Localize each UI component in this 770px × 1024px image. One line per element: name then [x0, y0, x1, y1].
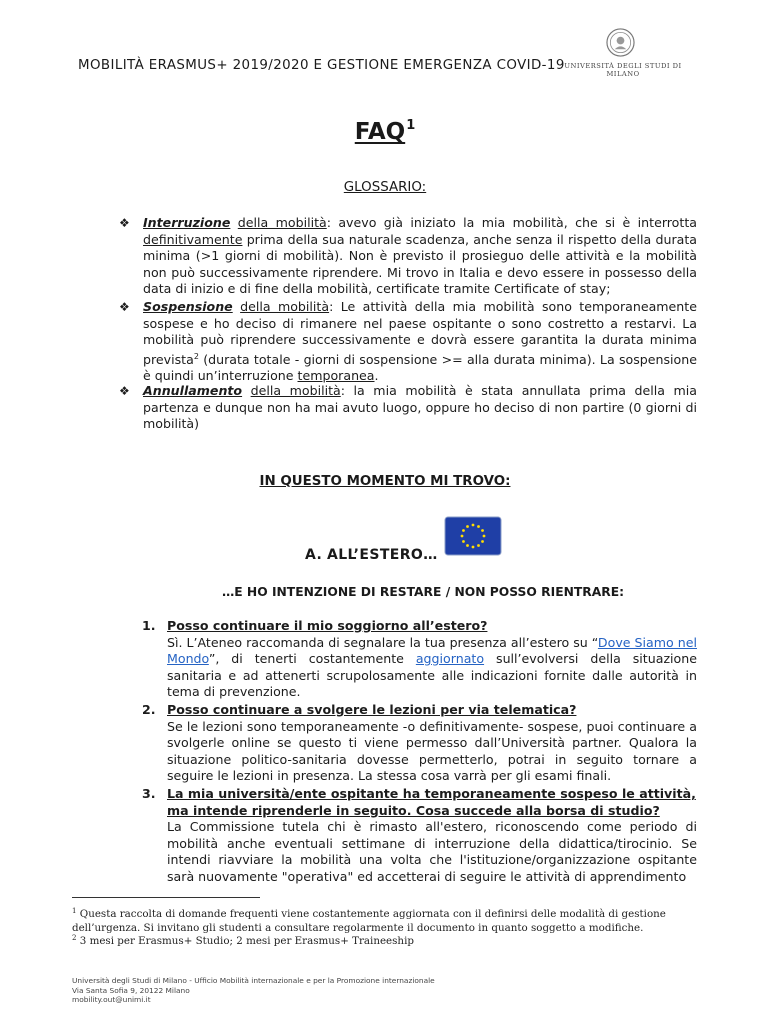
glossary-item	[119, 215, 697, 298]
eu-star-icon	[466, 525, 469, 528]
glossary-text: (durata totale - giorni di sospensione >= alla durata minima). La sospensione è quindi un’interruzione	[143, 351, 697, 383]
answer-text: ”, di tenerti costantemente	[208, 651, 416, 666]
footnote-text: Questa raccolta di domande frequenti viene costantemente aggiornata con il definirsi delle modalità di gestione	[79, 908, 666, 920]
eu-star-icon	[462, 540, 465, 543]
glossary-term-rest: della mobilità	[237, 215, 327, 230]
faq-question	[142, 786, 697, 885]
question-number: 1.	[142, 618, 156, 633]
footnote-ref: 2	[193, 351, 199, 361]
footnote	[72, 905, 666, 935]
glossary-emphasis: temporanea	[297, 368, 375, 383]
glossary-text: : la mia mobilità è stata annullata prima della mia partenza e dunque non ha mai avuto luogo, oppure ho deciso di non partire (0 giorni di mobilità)	[143, 383, 697, 431]
footnote-text: 3 mesi per Erasmus+ Studio; 2 mesi per Erasmus+ Traineeship	[79, 935, 414, 947]
eu-star-icon	[462, 529, 465, 532]
glossary-text: prima della sua naturale scadenza, anche senza il rispetto della durata minima (>1 giorni di mobilità). Non è previsto il prosieguo delle attività e la mobilità non può successivamente riprendere. Mi trovo in Italia e devo essere in possesso della data di inizio e di fine della mobilità, certificate tramite Certificate of stay;	[143, 231, 697, 296]
footnote	[72, 932, 414, 949]
glossary-text: : avevo già iniziato la mia mobilità, che si è interrotta	[326, 215, 697, 230]
footnote-number: 2	[72, 934, 77, 942]
footer-line: Via Santa Sofia 9, 20122 Milano	[72, 985, 190, 995]
answer-text: sull’evolversi della situazione sanitaria e ad attenerti scrupolosamente alle indicazioni fornite dalle autorità in tema di prevenzione.	[167, 651, 697, 699]
diamond-bullet-icon: ❖	[119, 216, 130, 230]
question-number: 2.	[142, 702, 156, 717]
footer-line: Università degli Studi di Milano - Ufficio Mobilità internazionale e per la Promozione internazionale	[72, 976, 435, 985]
sub-heading-text: …E HO INTENZIONE DI RESTARE / NON POSSO RIENTRARE:	[221, 585, 625, 599]
eu-star-icon	[483, 535, 486, 538]
document-header-title: MOBILITÀ ERASMUS+ 2019/2020 E GESTIONE EMERGENZA COVID-19	[78, 58, 565, 73]
glossary-term-rest: della mobilità	[240, 299, 330, 314]
eu-star-icon	[477, 525, 480, 528]
glossary-term-rest: della mobilità	[250, 383, 341, 398]
eu-star-icon	[472, 546, 475, 549]
glossary-text: : Le attività della mia mobilità sono temporaneamente sospese e ho deciso di rimanere nel paese ospitante o sono costretto a restarvi. La mobilità può riprendere successivamente e dovrà essere garantita la durata minima prevista	[143, 299, 697, 367]
faq-question	[142, 702, 697, 785]
question-number: 3.	[142, 786, 156, 801]
case-a-label: A.	[305, 547, 323, 563]
question-title: Posso continuare il mio soggiorno all’estero?	[167, 618, 488, 633]
case-a-heading	[305, 547, 438, 563]
eu-star-icon	[477, 544, 480, 547]
university-logo-text: UNIVERSITÀ DEGLI STUDI DI MILANO	[564, 62, 682, 78]
glossary-heading: GLOSSARIO:	[343, 180, 427, 195]
question-answer: Se le lezioni sono temporaneamente -o definitivamente- sospese, puoi continuare a svolgerle online se questo ti viene permesso dall’Università partner. Qualora la situazione politico-sanitaria dovesse permetterlo, potrai in seguito tornare a seguire le lezioni in presenza. La stessa cosa varrà per gli esami finali.	[167, 718, 697, 783]
footnote-number: 1	[72, 907, 77, 915]
eu-star-icon	[461, 535, 464, 538]
aggiornato-link[interactable]: aggiornato	[415, 651, 485, 666]
footnote-divider	[72, 897, 260, 898]
case-a-title: ALL’ESTERO…	[327, 547, 438, 563]
faq-footnote-ref: 1	[406, 118, 416, 133]
faq-title-text: FAQ	[354, 119, 406, 145]
glossary-text: .	[374, 368, 379, 383]
sub-heading	[0, 585, 770, 599]
answer-text: Sì. L’Ateneo raccomanda di segnalare la tua presenza all’estero su “	[167, 634, 598, 650]
diamond-bullet-icon: ❖	[119, 384, 130, 398]
diamond-bullet-icon: ❖	[119, 300, 130, 314]
dove-siamo-nel-mondo-link[interactable]: Dove Siamo nel Mondo	[167, 634, 697, 666]
faq-question	[142, 618, 697, 701]
faq-title	[0, 118, 770, 145]
question-title: Posso continuare a svolgere le lezioni per via telematica?	[167, 702, 577, 717]
glossary-item	[119, 299, 697, 385]
eu-star-icon	[481, 529, 484, 532]
page-footer	[72, 976, 435, 1005]
glossary-item	[119, 383, 697, 433]
eu-star-icon	[472, 524, 475, 527]
glossary-term: Annullamento	[143, 383, 243, 398]
question-answer: La Commissione tutela chi è rimasto all'estero, riconoscendo come periodo di mobilità anche eventuali settimane di interruzione della didattica/tirocinio. Se intendi riavviare la mobilità una volta che l'istituzione/organizzazione ospitante sarà nuovamente "operativa" ed accetterai di seguire le attività di apprendimento	[167, 819, 697, 884]
eu-star-icon	[466, 544, 469, 547]
section-heading: IN QUESTO MOMENTO MI TROVO:	[259, 474, 511, 489]
university-logo	[553, 28, 693, 78]
glossary-term: Interruzione	[143, 215, 231, 230]
university-seal-icon	[606, 28, 635, 57]
footnote-text: dell’urgenza. Si invitano gli studenti a consultare regolarmente il documento in quanto soggetto a modifiche.	[72, 921, 644, 934]
eu-flag-icon	[444, 516, 502, 556]
question-title: La mia università/ente ospitante ha temporaneamente sospeso le attività, ma intende riprenderle in seguito. Cosa succede alla borsa di studio?	[167, 786, 696, 818]
footer-email: mobility.out@unimi.it	[72, 995, 151, 1005]
question-answer	[167, 635, 697, 701]
eu-star-icon	[481, 540, 484, 543]
glossary-term: Sospensione	[143, 299, 233, 314]
glossary-emphasis: definitivamente	[143, 231, 243, 247]
